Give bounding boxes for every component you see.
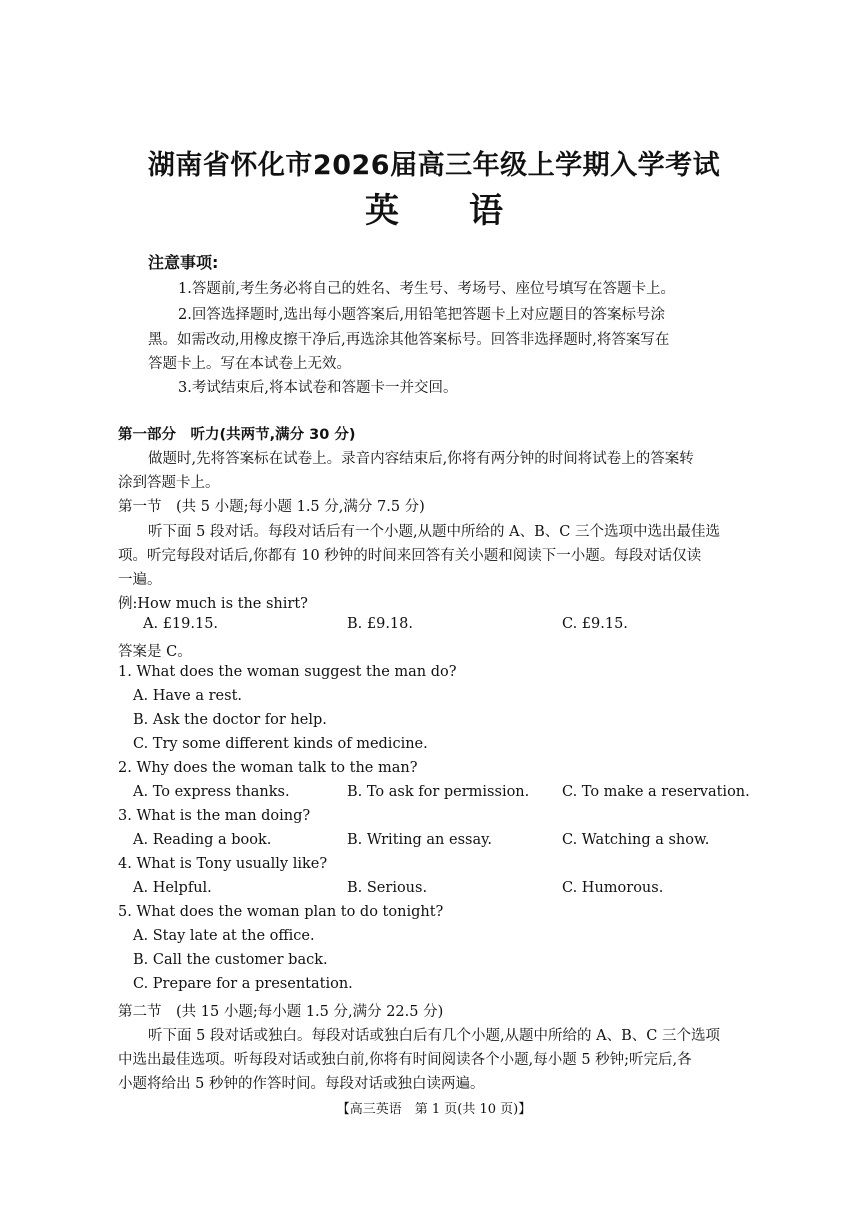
section1-instructions-line-3: 一遍。	[118, 572, 162, 588]
section2-instructions-line-1: 听下面 5 段对话或独白。每段对话或独白后有几个小题,从题中所给的 A、B、C 三个选项	[148, 1028, 720, 1044]
notice-item-2-line-1: 2.回答选择题时,选出每小题答案后,用铅笔把答题卡上对应题目的答案标号涂	[178, 307, 666, 323]
question-1-option-b: B. Ask the doctor for help.	[133, 712, 327, 728]
question-3: 3. What is the man doing?	[118, 808, 311, 824]
question-5-option-a: A. Stay late at the office.	[133, 928, 315, 944]
example-option-c: C. £9.15.	[562, 616, 628, 632]
section2-instructions-line-3: 小题将给出 5 秒钟的作答时间。每段对话或独白读两遍。	[118, 1076, 485, 1092]
question-2: 2. Why does the woman talk to the man?	[118, 760, 418, 776]
notice-heading: 注意事项:	[148, 253, 219, 272]
notice-item-1: 1.答题前,考生务必将自己的姓名、考生号、考场号、座位号填写在答题卡上。	[178, 281, 675, 297]
question-2-option-c: C. To make a reservation.	[562, 784, 750, 800]
notice-item-2-line-2: 黑。如需改动,用橡皮擦干净后,再选涂其他答案标号。回答非选择题时,将答案写在	[148, 332, 670, 348]
question-2-option-a: A. To express thanks.	[133, 784, 290, 800]
subject-char-2: 语	[469, 191, 503, 231]
question-4-option-a: A. Helpful.	[133, 880, 212, 896]
question-2-option-b: B. To ask for permission.	[347, 784, 530, 800]
question-5: 5. What does the woman plan to do tonight?	[118, 904, 444, 920]
question-4: 4. What is Tony usually like?	[118, 856, 328, 872]
section2-instructions-line-2: 中选出最佳选项。听每段对话或独白前,你将有时间阅读各个小题,每小题 5 秒钟;听完后,各	[118, 1052, 692, 1068]
notice-item-3: 3.考试结束后,将本试卷和答题卡一并交回。	[178, 380, 458, 396]
example-option-a: A. £19.15.	[143, 616, 219, 632]
part1-heading: 第一部分 听力(共两节,满分 30 分)	[118, 427, 356, 443]
question-1-option-c: C. Try some different kinds of medicine.	[133, 736, 428, 752]
question-1: 1. What does the woman suggest the man do?	[118, 664, 457, 680]
example-answer: 答案是 C。	[118, 644, 192, 660]
subject-heading	[0, 183, 868, 232]
section1-heading: 第一节 (共 5 小题;每小题 1.5 分,满分 7.5 分)	[118, 499, 425, 515]
question-4-option-c: C. Humorous.	[562, 880, 664, 896]
section1-instructions-line-2: 项。听完每段对话后,你都有 10 秒钟的时间来回答有关小题和阅读下一小题。每段对话仅读	[118, 548, 702, 564]
question-1-option-a: A. Have a rest.	[133, 688, 243, 704]
subject-char-1: 英	[365, 191, 399, 231]
example-option-b: B. £9.18.	[347, 616, 413, 632]
part1-intro-line-2: 涂到答题卡上。	[118, 475, 220, 491]
question-5-option-c: C. Prepare for a presentation.	[133, 976, 353, 992]
question-3-option-c: C. Watching a show.	[562, 832, 710, 848]
question-3-option-b: B. Writing an essay.	[347, 832, 492, 848]
example-question: 例:How much is the shirt?	[118, 596, 308, 612]
question-5-option-b: B. Call the customer back.	[133, 952, 328, 968]
page-footer: 【高三英语 第 1 页(共 10 页)】	[336, 1102, 532, 1117]
exam-title: 湖南省怀化市2026届高三年级上学期入学考试	[147, 150, 721, 181]
part1-intro-line-1: 做题时,先将答案标在试卷上。录音内容结束后,你将有两分钟的时间将试卷上的答案转	[148, 451, 694, 467]
section2-heading: 第二节 (共 15 小题;每小题 1.5 分,满分 22.5 分)	[118, 1004, 444, 1020]
section1-instructions-line-1: 听下面 5 段对话。每段对话后有一个小题,从题中所给的 A、B、C 三个选项中选出最佳选	[148, 524, 720, 540]
notice-item-2-line-3: 答题卡上。写在本试卷上无效。	[148, 356, 351, 372]
question-4-option-b: B. Serious.	[347, 880, 428, 896]
question-3-option-a: A. Reading a book.	[133, 832, 272, 848]
